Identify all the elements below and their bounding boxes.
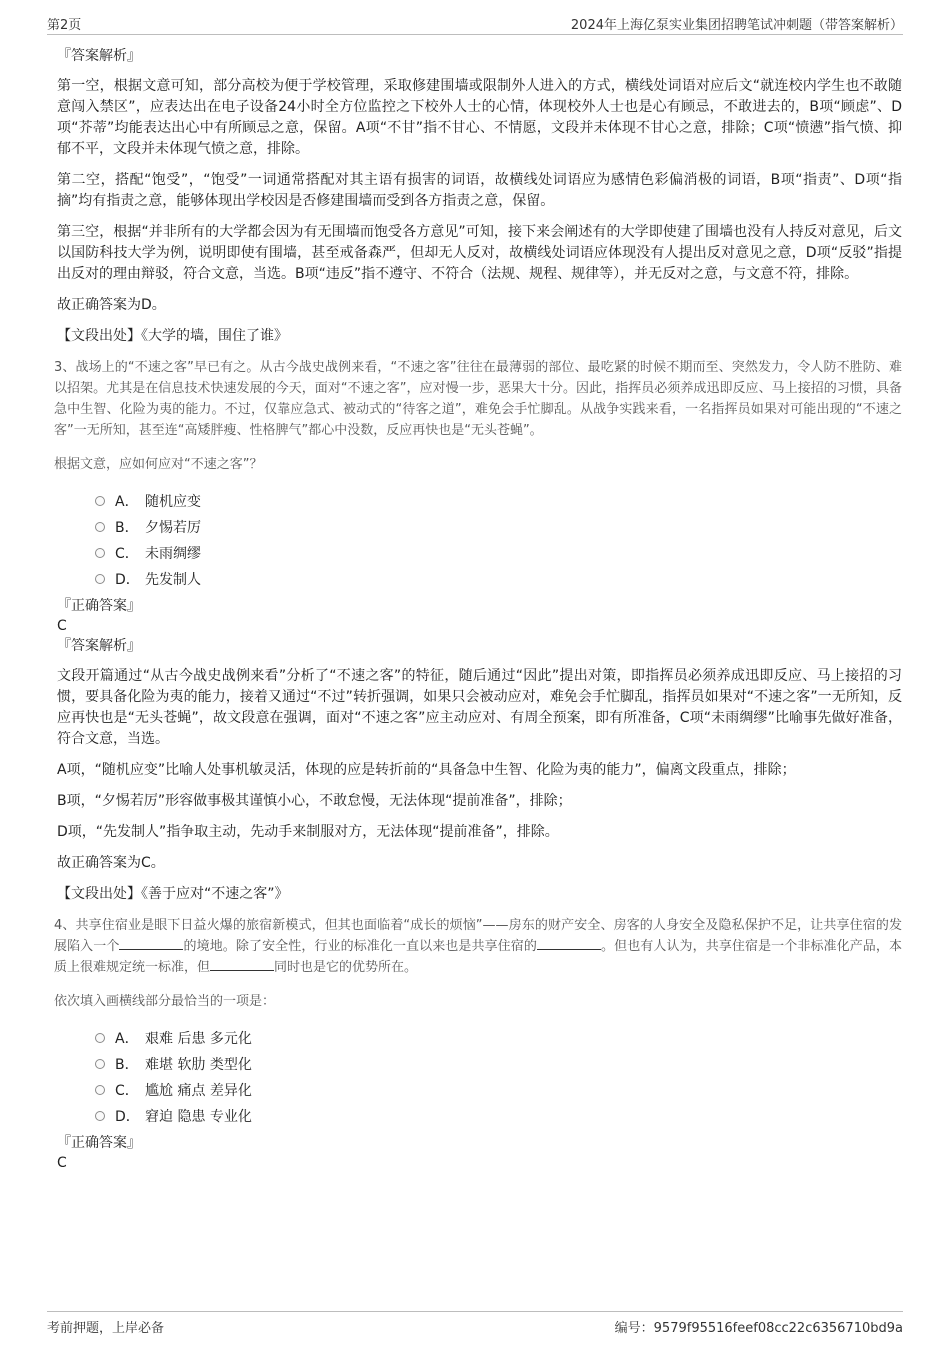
- q4-option-d[interactable]: [95, 1103, 902, 1129]
- footer-slogan: 考前押题，上岸必备: [47, 1321, 165, 1336]
- q2-analysis-para-1: 第一空，根据文意可知，部分高校为便于学校管理，采取修建围墙或限制外人进入的方式，横线处词语对应后文“就连校内学生也不敢随意闯入禁区”，应表达出在电子设备24小时全方位监控之下校外人士的心情，体现校外人士也是心有顾忌，不敢进去的，B项“顾虑”、D项“芥蒂”均能表达出心中有所顾忌之意，保留。A项“不甘”指不甘心、不情愿，文段并未体现不甘心之意，排除；C项“愤懑”指气愤、抑郁不平，文段并未体现气愤之意，排除。: [57, 78, 902, 157]
- option-text: 先发制人: [145, 572, 201, 588]
- radio-icon[interactable]: [95, 574, 105, 584]
- q2-analysis-para-2: 第二空，搭配“饱受”，“饱受”一词通常搭配对其主语有损害的词语，故横线处词语应为感情色彩偏消极的词语，B项“指责”、D项“指摘”均有指责之意，能够体现出学校因是否修建围墙而受到各方指责之意，保留。: [57, 172, 902, 209]
- option-letter: A．: [115, 494, 139, 510]
- option-text: 难堪 软肋 类型化: [145, 1057, 252, 1073]
- q3-prompt: 根据文意，应如何应对“不速之客”？: [54, 457, 263, 472]
- page-content: [54, 46, 902, 1173]
- q4-text-part-2: 的境地。除了安全性，行业的标准化一直以来也是共享住宿的: [183, 939, 537, 954]
- q4-text-part-1: 4、共享住宿业是眼下日益火爆的旅宿新模式，但其也面临着“成长的烦恼”——房东的财产安全、房客的人身安全及隐私保护不足，让共享住宿的发展陷入一个: [54, 918, 902, 954]
- page-header: [47, 12, 903, 35]
- q3-analysis-para-1: 文段开篇通过“从古今战史战例来看”分析了“不速之客”的特征，随后通过“因此”提出对策，即指挥员必须养成迅即反应、马上接招的习惯，要具备化险为夷的能力，接着又通过“不过”转折强调，如果只会被动应对，难免会手忙脚乱，指挥员如果对“不速之客”一无所知，反应再快也是“无头苍蝇”，故文段意在强调，面对“不速之客”应主动应对、有周全预案，即有所准备，C项“未雨绸缪”比喻事先做好准备，符合文意，当选。: [57, 668, 902, 747]
- option-letter: D．: [115, 1109, 140, 1125]
- option-letter: B．: [115, 520, 139, 536]
- answer-blank: [210, 958, 274, 971]
- option-text: 随机应变: [145, 494, 201, 510]
- q3-options: [95, 488, 902, 592]
- document-title: 2024年上海亿泵实业集团招聘笔试冲刺题（带答案解析）: [570, 18, 903, 33]
- option-text: 艰难 后患 多元化: [145, 1031, 252, 1047]
- q4-option-c[interactable]: [95, 1077, 902, 1103]
- option-letter: D．: [115, 572, 140, 588]
- q4-question-text: [54, 915, 902, 978]
- q2-conclusion: 故正确答案为D。: [57, 297, 166, 313]
- document-id: 编号：9579f95516feef08cc22c6356710bd9a: [614, 1321, 903, 1336]
- q3-option-c[interactable]: [95, 540, 902, 566]
- q2-analysis-para-3: 第三空，根据“并非所有的大学都会因为有无围墙而饱受各方意见”可知，接下来会阐述有的大学即使建了围墙也没有人持反对意见，后文以国防科技大学为例，说明即使有围墙，甚至戒备森严，但却无人反对，故横线处词语应体现没有人提出反对意见之意，D项“反驳”指提出反对的理由辩驳，符合文意，当选。B项“违反”指不遵守、不符合（法规、规程、规律等），并无反对之意，与文意不符，排除。: [57, 224, 902, 282]
- q4-prompt: 依次填入画横线部分最恰当的一项是：: [54, 994, 276, 1009]
- q3-question-text: 3、战场上的“不速之客”早已有之。从古今战史战例来看，“不速之客”往往在最薄弱的部位、最吃紧的时候不期而至、突然发力，令人防不胜防、难以招架。尤其是在信息技术快速发展的今天，面对“不速之客”，应对慢一步，恶果大十分。因此，指挥员必须养成迅即反应、马上接招的习惯，具备急中生智、化险为夷的能力。不过，仅靠应急式、被动式的“待客之道”，难免会手忙脚乱。从战争实践来看，一名指挥员如果对可能出现的“不速之客”一无所知，甚至连“高矮胖瘦、性格脾气”都心中没数，反应再快也是“无头苍蝇”。: [54, 360, 902, 438]
- q4-options: [95, 1025, 902, 1129]
- q3-source: 【文段出处】《善于应对“不速之客”》: [57, 886, 289, 902]
- radio-icon[interactable]: [95, 1085, 105, 1095]
- q3-option-a[interactable]: [95, 488, 902, 514]
- q2-analysis-label: 『答案解析』: [57, 48, 141, 64]
- q3-analysis-para-2: A项，“随机应变”比喻人处事机敏灵活，体现的应是转折前的“具备急中生智、化险为夷的能力”，偏离文段重点，排除；: [57, 762, 796, 778]
- q3-analysis-label: 『答案解析』: [57, 638, 141, 654]
- q4-text-part-4: 同时也是它的优势所在。: [274, 960, 418, 975]
- radio-icon[interactable]: [95, 1111, 105, 1121]
- answer-blank: [537, 937, 601, 950]
- option-letter: C．: [115, 546, 139, 562]
- option-text: 窘迫 隐患 专业化: [145, 1109, 252, 1125]
- page-number: 第2页: [47, 18, 82, 33]
- q4-option-a[interactable]: [95, 1025, 902, 1051]
- q3-analysis-para-3: B项，“夕惕若厉”形容做事极其谨慎小心，不敢怠慢，无法体现“提前准备”，排除；: [57, 793, 572, 809]
- option-letter: C．: [115, 1083, 139, 1099]
- radio-icon[interactable]: [95, 1059, 105, 1069]
- radio-icon[interactable]: [95, 548, 105, 558]
- option-text: 尴尬 痛点 差异化: [145, 1083, 252, 1099]
- option-letter: B．: [115, 1057, 139, 1073]
- q3-analysis-para-4: D项，“先发制人”指争取主动，先动手来制服对方，无法体现“提前准备”，排除。: [57, 824, 559, 840]
- radio-icon[interactable]: [95, 496, 105, 506]
- q4-answer-label: 『正确答案』: [57, 1135, 141, 1151]
- q4-text-part-3: 。但也有人认为，共享住宿是一个非标准化产品，本质上很难规定统一标准，但: [54, 939, 902, 975]
- q4-option-b[interactable]: [95, 1051, 902, 1077]
- q3-conclusion: 故正确答案为C。: [57, 855, 165, 871]
- option-text: 未雨绸缪: [145, 546, 201, 562]
- q3-answer: C: [57, 618, 67, 634]
- option-letter: A．: [115, 1031, 139, 1047]
- q3-option-d[interactable]: [95, 566, 902, 592]
- q3-option-b[interactable]: [95, 514, 902, 540]
- q3-answer-label: 『正确答案』: [57, 598, 141, 614]
- radio-icon[interactable]: [95, 522, 105, 532]
- page-footer: [47, 1311, 903, 1336]
- radio-icon[interactable]: [95, 1033, 105, 1043]
- q4-answer: C: [57, 1155, 67, 1171]
- q2-source: 【文段出处】《大学的墙，围住了谁》: [57, 328, 288, 344]
- option-text: 夕惕若厉: [145, 520, 201, 536]
- answer-blank: [119, 937, 183, 950]
